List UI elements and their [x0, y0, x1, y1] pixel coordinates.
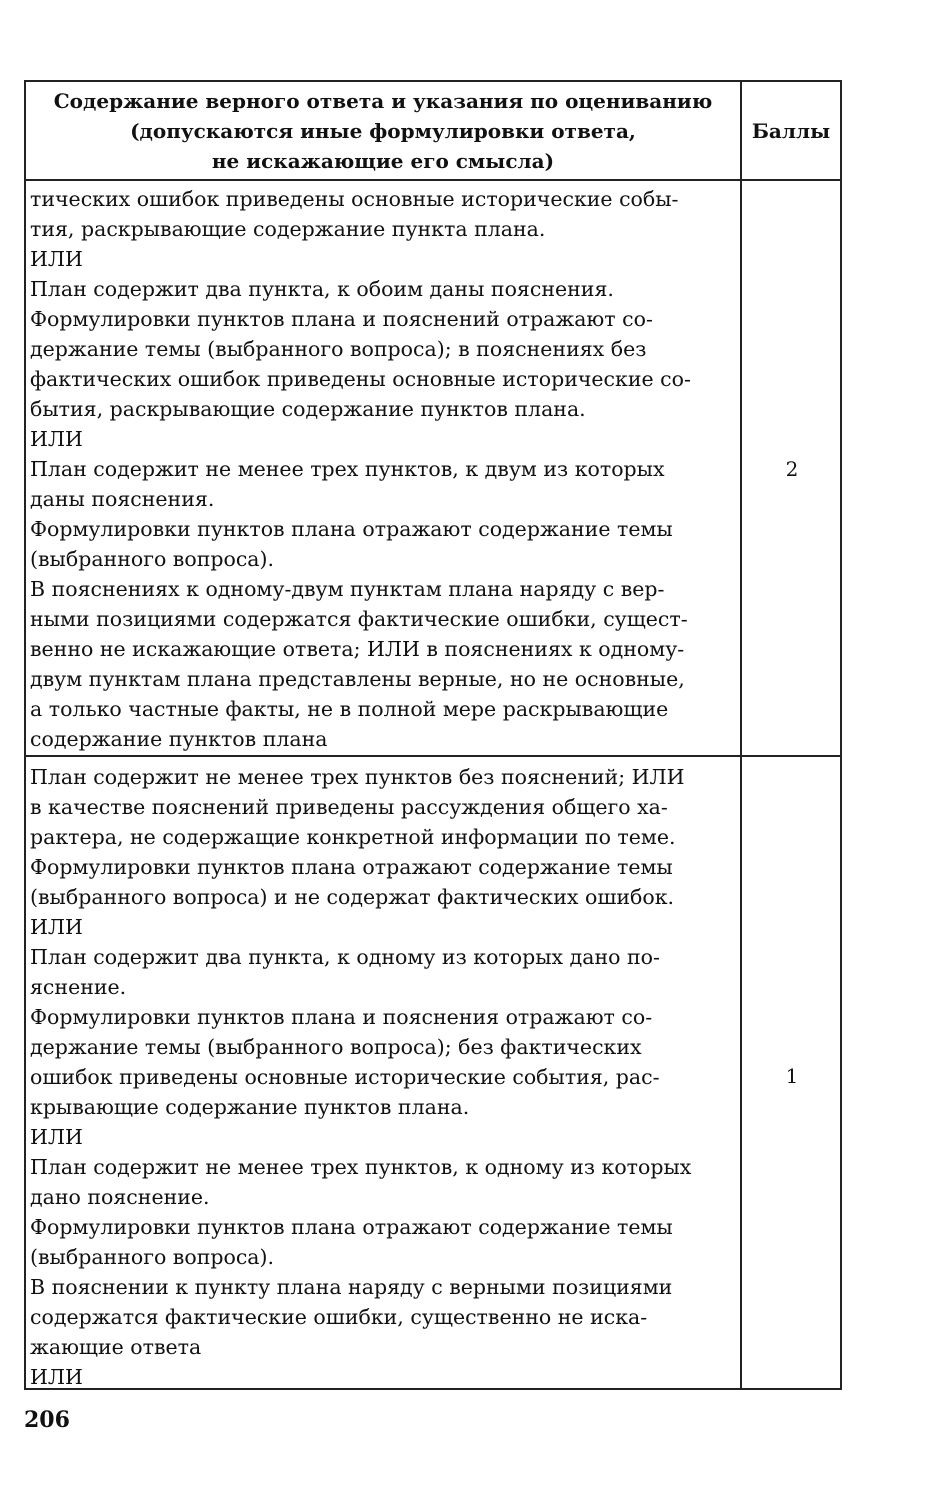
text-line: Формулировки пунктов плана отражают содержание темы — [30, 1215, 673, 1239]
header-points-cell: Баллы — [751, 118, 831, 143]
column-divider — [740, 82, 742, 1388]
text-line: содержатся фактические ошибки, существенно не иска- — [30, 1305, 648, 1329]
row-2-content — [30, 184, 736, 754]
header-content-cell — [26, 82, 740, 179]
text-line: ИЛИ — [30, 915, 83, 939]
text-line: даны пояснения. — [30, 487, 215, 511]
text-line: яснение. — [30, 975, 127, 999]
header-line: (допускаются иные формулировки ответа, — [130, 118, 636, 143]
text-line: Формулировки пунктов плана и пояснений отражают со- — [30, 307, 653, 331]
text-line: ными позициями содержатся фактические ошибки, сущест- — [30, 607, 688, 631]
text-line: План содержит не менее трех пунктов, к двум из которых — [30, 457, 665, 481]
text-line: тических ошибок приведены основные исторические собы- — [30, 187, 679, 211]
header-line: не искажающие его смысла) — [211, 148, 555, 173]
text-line: рактера, не содержащие конкретной информации по теме. — [30, 825, 676, 849]
text-line: План содержит не менее трех пунктов без пояснений; ИЛИ — [30, 765, 685, 789]
header-divider — [26, 179, 840, 181]
grading-table — [24, 80, 842, 1390]
score-1: 1 — [785, 1064, 799, 1088]
text-line: (выбранного вопроса). — [30, 1245, 275, 1269]
text-line: План содержит не менее трех пунктов, к одному из которых — [30, 1155, 692, 1179]
score-2: 2 — [785, 457, 799, 481]
text-line: ИЛИ — [30, 247, 83, 271]
text-line: (выбранного вопроса) и не содержат фактических ошибок. — [30, 885, 675, 909]
text-line: венно не искажающие ответа; ИЛИ в пояснениях к одному- — [30, 637, 685, 661]
text-line: фактических ошибок приведены основные исторические со- — [30, 367, 691, 391]
text-line: жающие ответа — [30, 1335, 202, 1359]
text-line: держание темы (выбранного вопроса); без фактических — [30, 1035, 642, 1059]
text-line: ИЛИ — [30, 1365, 83, 1389]
text-line: в качестве пояснений приведены рассуждения общего ха- — [30, 795, 668, 819]
text-line: В пояснении к пункту плана наряду с верными позициями — [30, 1275, 673, 1299]
text-line: крывающие содержание пунктов плана. — [30, 1095, 470, 1119]
text-line: ошибок приведены основные исторические события, рас- — [30, 1065, 660, 1089]
text-line: ИЛИ — [30, 1125, 83, 1149]
text-line: а только частные факты, не в полной мере раскрывающие — [30, 697, 669, 721]
text-line: Формулировки пунктов плана отражают содержание темы — [30, 517, 673, 541]
text-line: содержание пунктов плана — [30, 727, 328, 751]
text-line: держание темы (выбранного вопроса); в пояснениях без — [30, 337, 647, 361]
text-line: бытия, раскрывающие содержание пунктов плана. — [30, 397, 586, 421]
text-line: План содержит два пункта, к одному из которых дано по- — [30, 945, 660, 969]
header-line: Содержание верного ответа и указания по оцениванию — [53, 88, 713, 113]
text-line: План содержит два пункта, к обоим даны пояснения. — [30, 277, 614, 301]
row-divider — [26, 755, 840, 757]
text-line: ИЛИ — [30, 427, 83, 451]
row-1-content — [30, 762, 736, 1392]
text-line: двум пунктам плана представлены верные, но не основные, — [30, 667, 685, 691]
page-number: 206 — [24, 1407, 70, 1433]
text-line: (выбранного вопроса). — [30, 547, 275, 571]
text-line: дано пояснение. — [30, 1185, 210, 1209]
text-line: Формулировки пунктов плана отражают содержание темы — [30, 855, 673, 879]
text-line: тия, раскрывающие содержание пункта плана. — [30, 217, 546, 241]
text-line: В пояснениях к одному-двум пунктам плана наряду с вер- — [30, 577, 665, 601]
text-line: Формулировки пунктов плана и пояснения отражают со- — [30, 1005, 653, 1029]
